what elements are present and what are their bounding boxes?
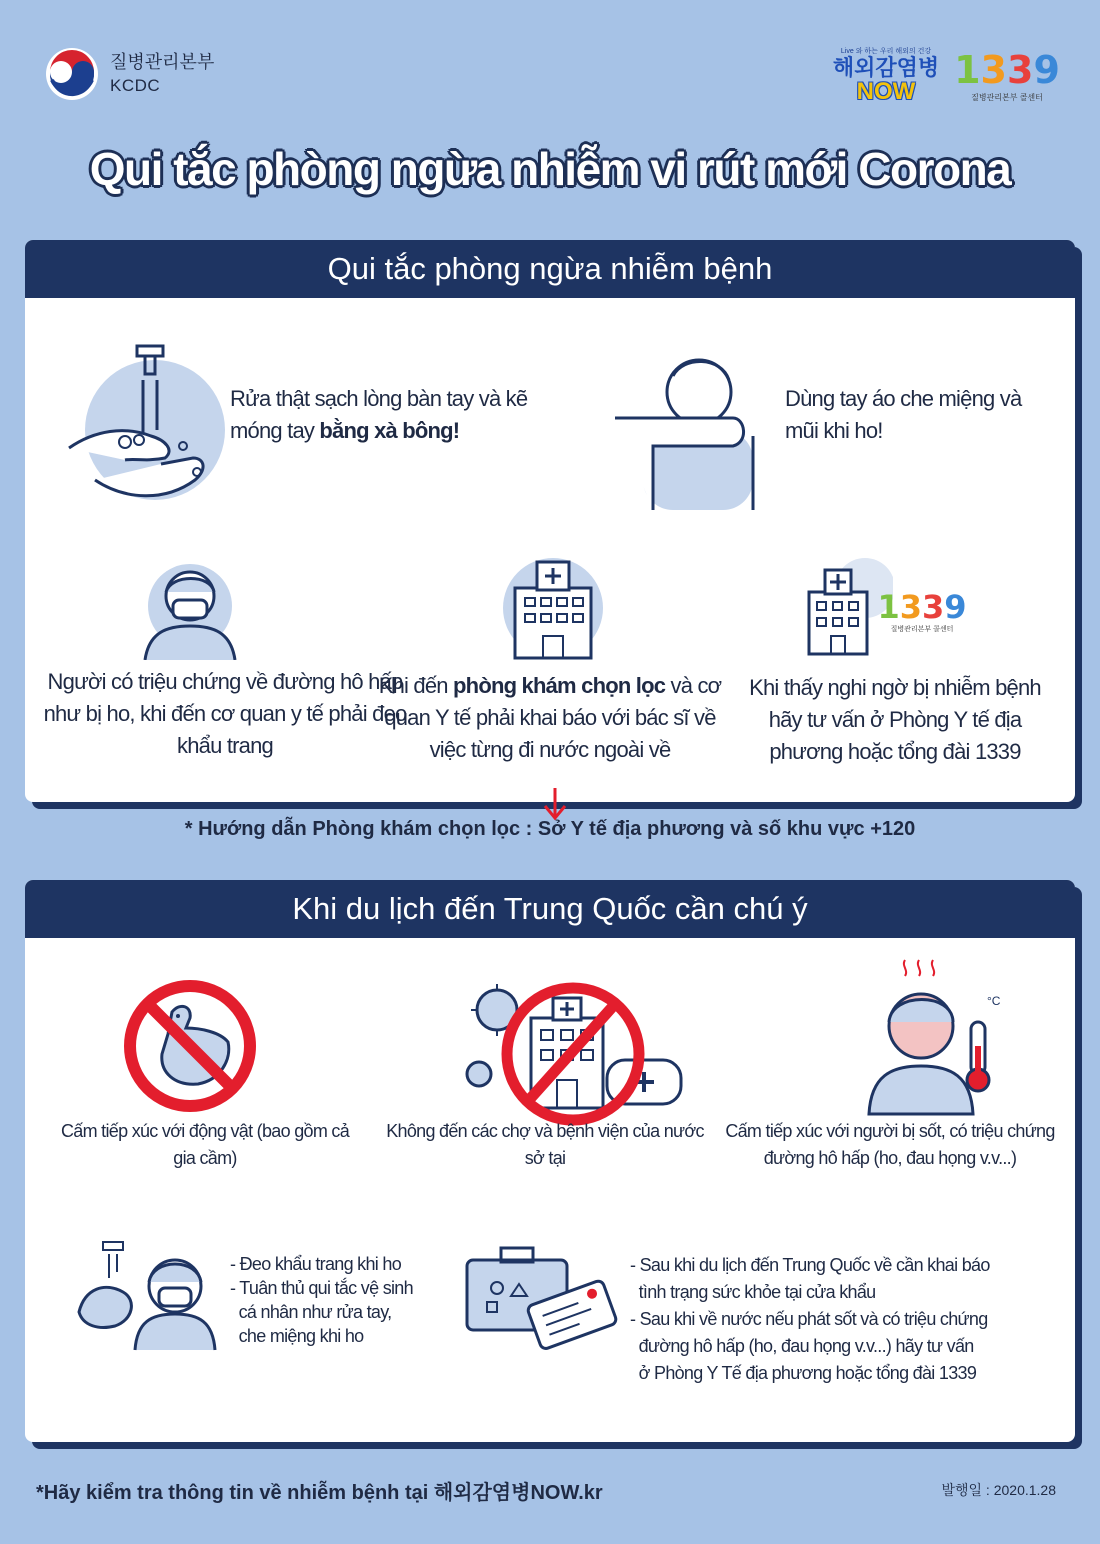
no-animal-contact-text: Cấm tiếp xúc với động vật (bao gồm cả gia cầm) — [60, 1121, 350, 1168]
thermometer-unit: °C — [987, 994, 1001, 1008]
kcdc-logo-block[interactable] — [44, 46, 214, 102]
suitcase-declaration-icon — [461, 1232, 621, 1352]
hotline-caption: 질병관리본부 콜센터 — [971, 93, 1043, 102]
hand-washing-icon — [65, 340, 225, 520]
down-arrow-icon — [540, 786, 570, 822]
now-tagline: Live 와 하는 우리 해외의 건강 — [840, 48, 932, 55]
kcdc-korean-name: 질병관리본부 — [110, 52, 215, 72]
hotline-1339-mini-logo: 1339 질병관리본부 콜센터 — [877, 588, 967, 633]
hygiene-mask-icon — [75, 1222, 225, 1352]
masked-person-icon — [135, 560, 245, 660]
no-market-hospital-text: Không đến các chợ và bệnh viện của nước sở tại — [386, 1121, 704, 1168]
now-korean-title: 해외감염병 — [832, 55, 940, 80]
now-label: NOW — [856, 78, 916, 105]
no-poultry-icon — [120, 976, 260, 1116]
no-fever-contact-text: Cấm tiếp xúc với người bị sốt, có triệu chứng đường hô hấp (ho, đau họng v.v...) — [725, 1121, 1055, 1168]
hospital-icon — [493, 552, 613, 662]
taegeuk-logo-icon — [44, 46, 100, 102]
hotline-1339-logo[interactable] — [952, 48, 1062, 118]
china-travel-section — [25, 880, 1075, 1442]
publish-date: 발행일 : 2020.1.28 — [941, 1482, 1056, 1498]
fever-person-icon — [865, 950, 1015, 1118]
selective-clinic-note: * Hướng dẫn Phòng khám chọn lọc : Sở Y tế địa phương và số khu vực +120 — [184, 818, 916, 840]
hygiene-list: - Đeo khẩu trang khi ho - Tuân thủ qui tắc vệ sinh cá nhân như rửa tay, che miệng khi ho — [230, 1254, 413, 1346]
kcdc-english-name: KCDC — [110, 76, 161, 95]
hotline-number: 1339 — [954, 48, 1060, 92]
hand-washing-text: Rửa thật sạch lòng bàn tay và kẽ móng tay bằng xà bông! — [230, 386, 528, 443]
footer-info-link[interactable]: *Hãy kiểm tra thông tin về nhiễm bệnh tại 해외감염병NOW.kr — [36, 1482, 603, 1504]
declaration-list: - Sau khi du lịch đến Trung Quốc về cần khai báo tình trạng sức khỏe tại cửa khẩu - Sau khi về nước nếu phát sốt và có triệu chứng đường hô hấp (ho, đau họng v.v...) hãy tư vấn ở Phòng Y Tế địa phương hoặc tổng đài 1339 — [630, 1255, 990, 1383]
prevention-rules-section — [25, 240, 1075, 802]
cough-sleeve-text: Dùng tay áo che miệng và mũi khi ho! — [785, 386, 1022, 443]
page-title: Qui tắc phòng ngừa nhiễm vi rút mới Corona — [89, 143, 1011, 195]
masked-person-text: Người có triệu chứng về đường hô hấp như bị ho, khi đến cơ quan y tế phải đeo khẩu trang — [43, 669, 407, 758]
no-market-hospital-icon — [457, 968, 687, 1128]
china-travel-heading: Khi du lịch đến Trung Quốc cần chú ý — [25, 880, 1075, 938]
cough-into-sleeve-icon — [613, 346, 763, 516]
overseas-infection-now-logo[interactable] — [828, 46, 944, 116]
hospital-visit-text: Khi đến phòng khám chọn lọc và cơ quan Y tế phải khai báo với bác sĩ về việc từng đi nước ngoài về — [378, 673, 722, 762]
prevention-rules-heading: Qui tắc phòng ngừa nhiễm bệnh — [25, 240, 1075, 298]
hotline-consult-text: Khi thấy nghi ngờ bị nhiễm bệnh hãy tư vấn ở Phòng Y tế địa phương hoặc tổng đài 1339 — [749, 675, 1041, 764]
